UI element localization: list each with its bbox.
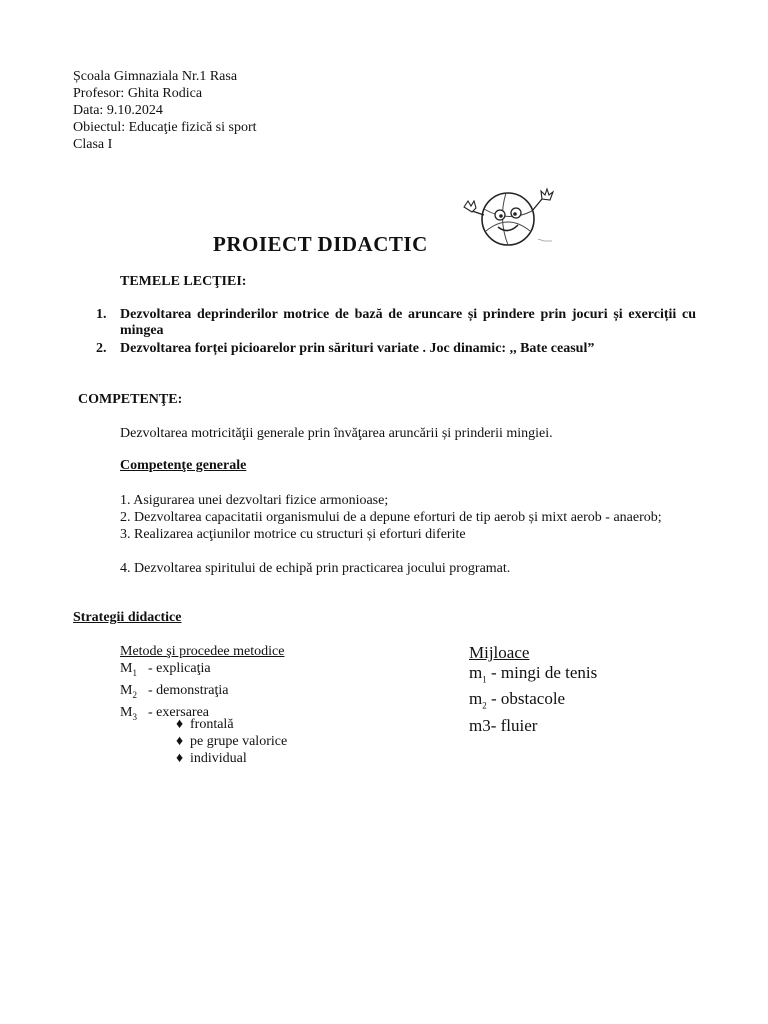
list-item: 1. Asigurarea unei dezvoltari fizice armonioase;: [120, 493, 389, 508]
metoda-text: - exersarea: [148, 704, 210, 720]
metode-heading: Metode şi procedee metodice: [120, 644, 285, 659]
metoda-code: M: [120, 661, 133, 676]
teme-heading: TEMELE LECŢIEI:: [120, 274, 247, 289]
mijloace-block: [469, 643, 597, 736]
list-item: 4. Dezvoltarea spiritului de echipă prin practicarea jocului programat.: [120, 561, 511, 576]
competente-generale-heading: Competenţe generale: [120, 458, 247, 473]
mijloc-text: - mingi de tenis: [486, 663, 598, 682]
list-item: [176, 716, 287, 733]
lesson-date: Data: 9.10.2024: [73, 103, 163, 118]
metoda-text: - explicaţia: [148, 661, 211, 676]
list-item: [96, 341, 696, 357]
diamond-icon: ♦: [176, 734, 184, 749]
teme-list: [96, 307, 696, 359]
list-item: 3. Realizarea acţiunilor motrice cu structuri și eforturi diferite: [120, 527, 466, 542]
list-item: [120, 682, 284, 704]
metoda-text: - demonstraţia: [148, 682, 229, 698]
competente-heading: COMPETENŢE:: [78, 392, 183, 407]
mijloc-code: m: [469, 663, 483, 682]
metoda-sub: 3: [132, 711, 137, 722]
metoda-sub: 1: [132, 667, 137, 678]
forme-list: [176, 716, 287, 767]
subject-line: Obiectul: Educaţie fizică si sport: [73, 120, 257, 135]
diamond-icon: ♦: [176, 717, 184, 732]
list-item: 2. Dezvoltarea capacitatii organismului de a depune eforturi de tip aerob și mixt aerob - anaerob;: [120, 510, 662, 525]
metoda-code: M: [120, 704, 133, 720]
forma-text: pe grupe valorice: [190, 734, 288, 749]
mijloc-text: - obstacole: [486, 689, 566, 709]
school-name: Școala Gimnaziala Nr.1 Rasa: [73, 69, 238, 84]
mijloc-code: m: [469, 689, 483, 709]
list-item: [469, 663, 597, 689]
list-item-text: Dezvoltarea deprinderilor motrice de bază de aruncare și prindere prin jocuri și exerciții cu mingea: [120, 307, 696, 338]
metode-block: [120, 643, 284, 725]
mijloace-heading: Mijloace: [469, 643, 530, 662]
list-item: [120, 660, 284, 682]
list-item: [176, 733, 287, 750]
diamond-icon: ♦: [176, 751, 184, 766]
mijloc-code: m3-: [469, 715, 497, 735]
mijloc-text: fluier: [496, 715, 538, 735]
class-line: Clasa I: [73, 137, 113, 152]
competente-intro: Dezvoltarea motricităţii generale prin învăţarea aruncării și prinderii mingiei.: [120, 426, 553, 441]
page-title: PROIECT DIDACTIC: [213, 232, 428, 256]
ball-mascot-icon: [458, 183, 558, 251]
list-item: [469, 689, 597, 715]
list-item-number: 2.: [96, 341, 107, 356]
competente-list: [73, 492, 693, 577]
mijloc-sub: 2: [482, 700, 487, 711]
list-item: [176, 750, 287, 767]
list-item-number: 1.: [96, 307, 107, 322]
title-block: [213, 232, 428, 257]
header-info: [73, 68, 257, 153]
mijloc-sub: 1: [482, 674, 487, 685]
strategii-heading: Strategii didactice: [73, 610, 182, 625]
metoda-sub: 2: [132, 689, 137, 700]
forma-text: frontală: [190, 717, 234, 732]
list-item: [96, 307, 696, 339]
list-item: [469, 716, 597, 736]
list-item-text: Dezvoltarea forței picioarelor prin sărituri variate . Joc dinamic: ,, Bate ceasul”: [120, 341, 595, 356]
metoda-code: M: [120, 682, 133, 698]
teacher-name: Profesor: Ghita Rodica: [73, 86, 203, 101]
forma-text: individual: [190, 751, 247, 766]
